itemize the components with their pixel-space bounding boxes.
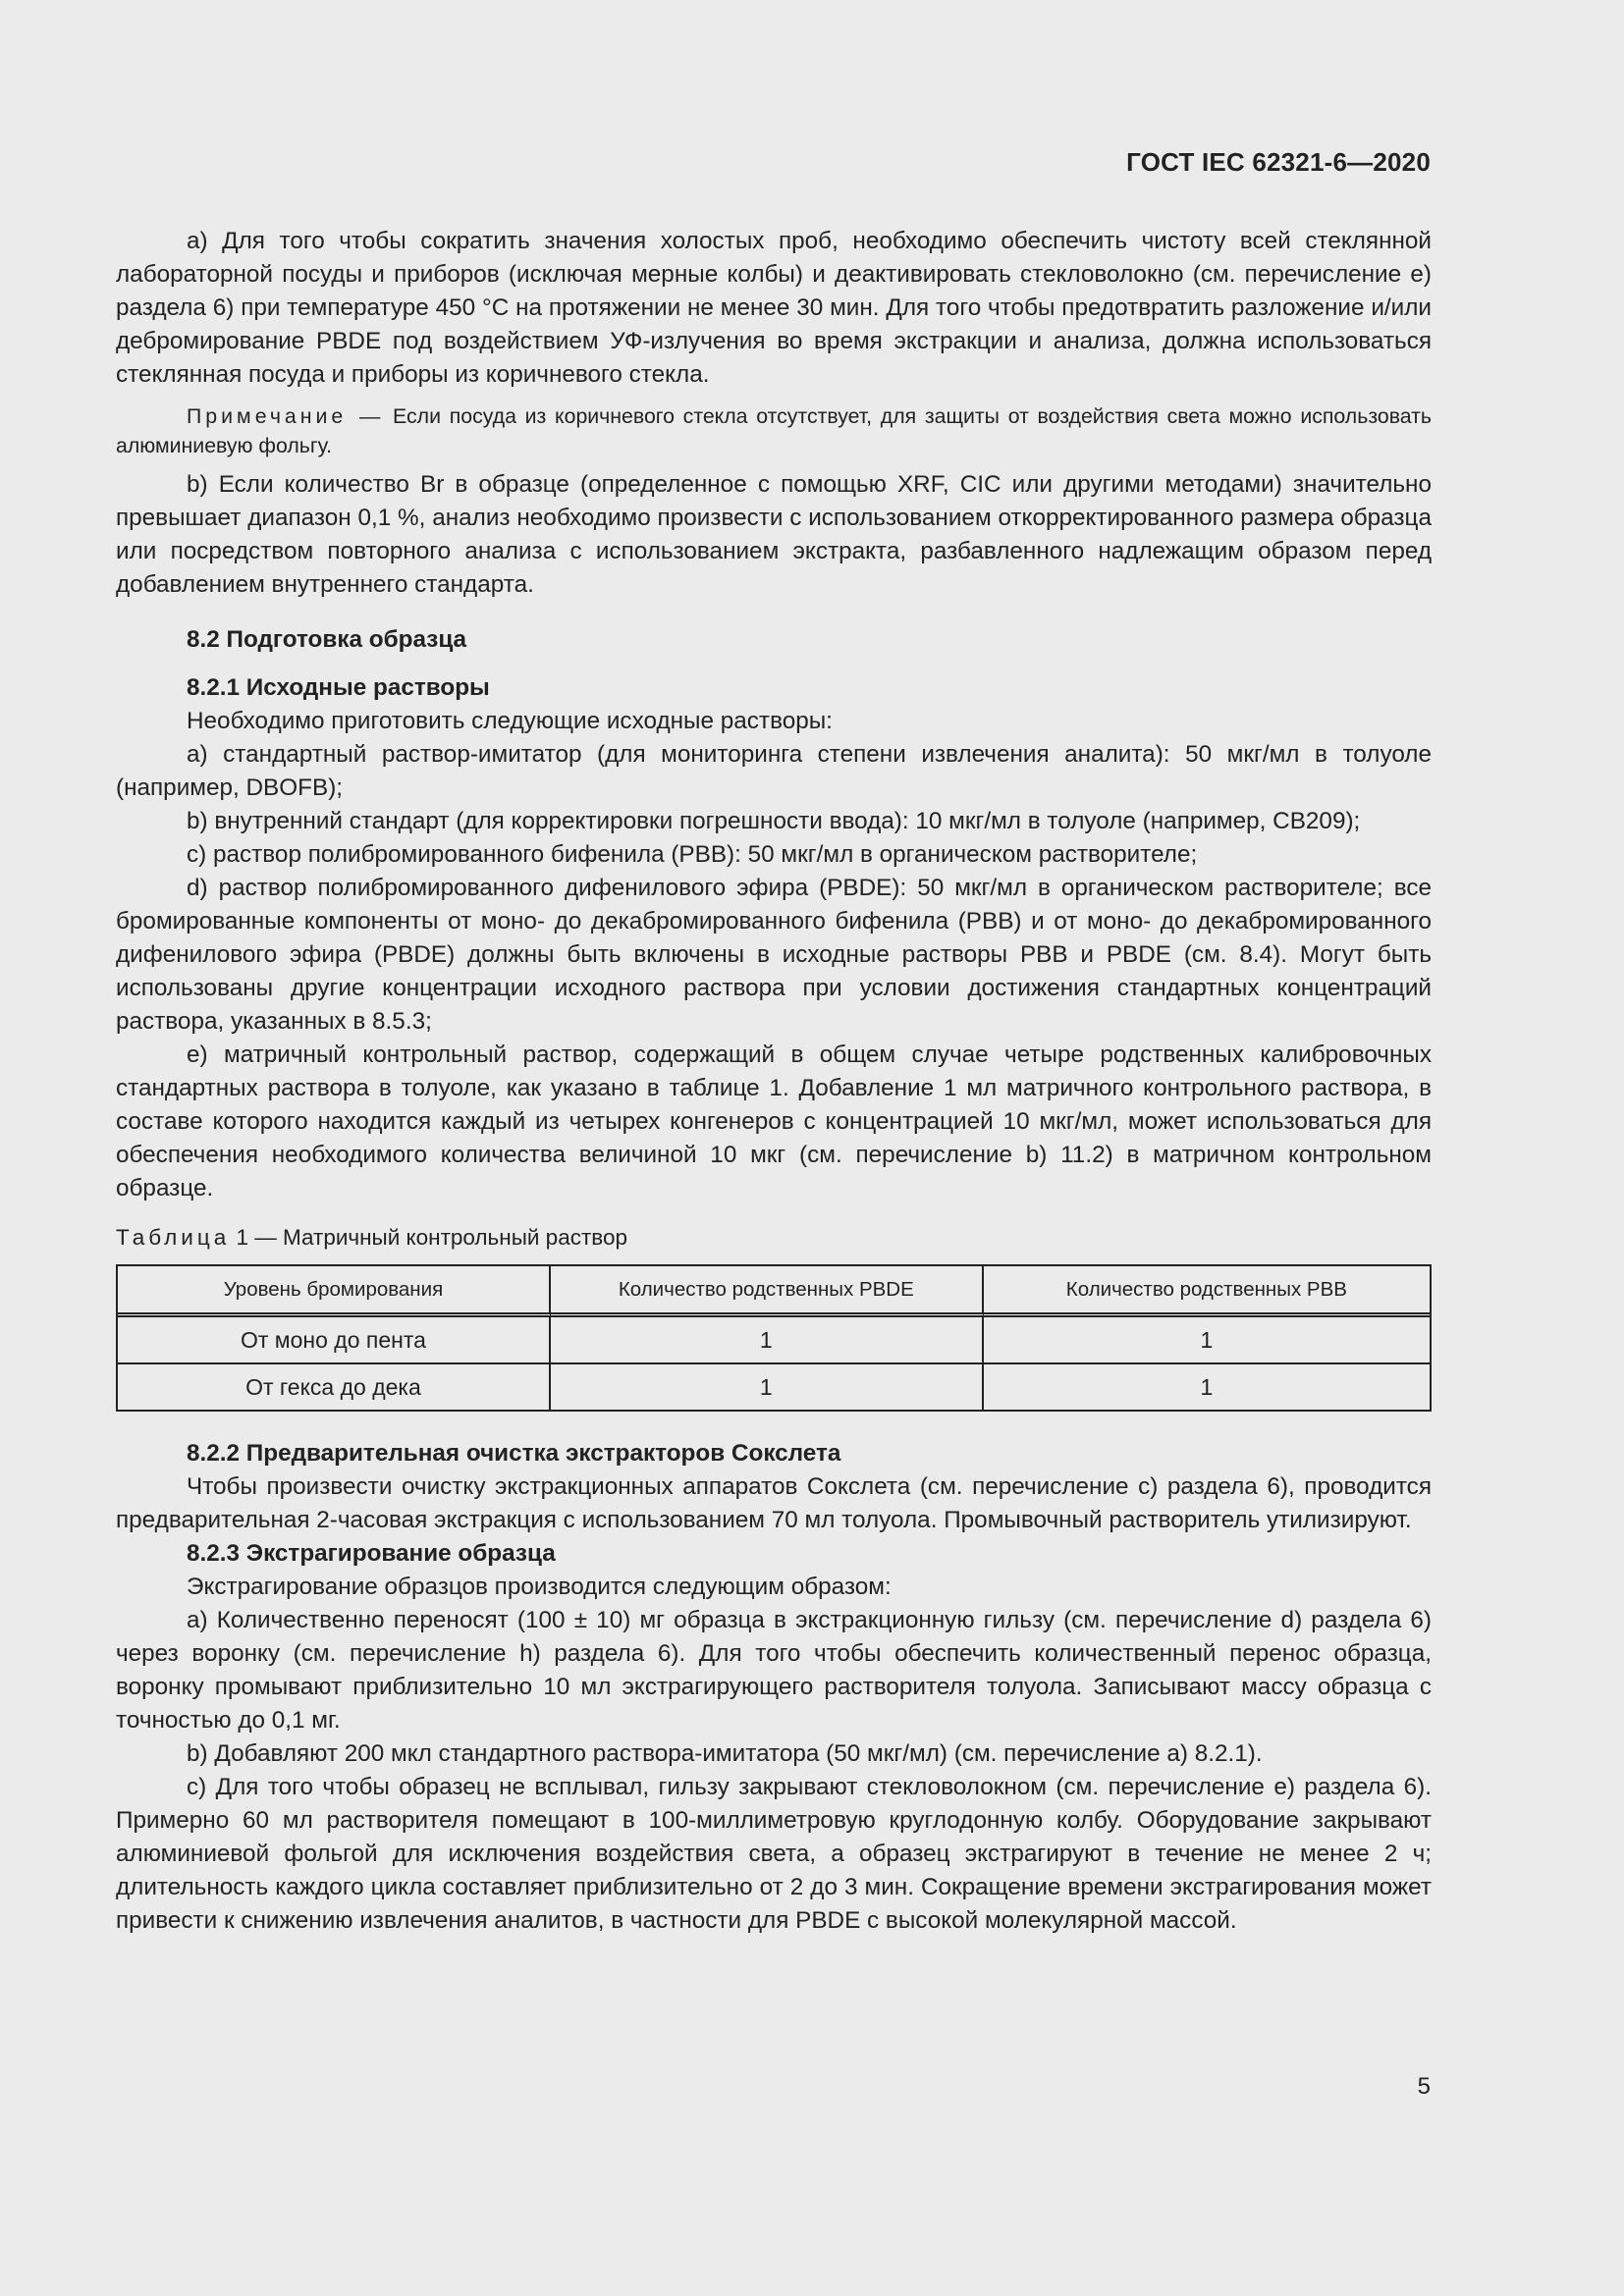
table-cell: 1 <box>551 1364 984 1410</box>
s823-item-c: c) Для того чтобы образец не всплывал, гильзу закрывают стекловолокном (см. перечисление e) раздела 6). Примерно 60 мл растворителя помещают в 100-миллиметровую круглодонную колбу. Оборудование закрывают алюминиевой фольгой для исключения воздействия света, а образец экстрагируют в течение не менее 2 ч; длительность каждого цикла составляет приблизительно от 2 до 3 мин. Сокращение времени экстрагирования может привести к снижению извлечения аналитов, в частности для PBDE с высокой молекулярной массой. <box>116 1774 1432 1934</box>
table-caption: 1 — Матричный контрольный раствор <box>230 1225 627 1250</box>
table-cell: 1 <box>1200 1374 1214 1400</box>
s821-item-d: d) раствор полибромированного дифенилового эфира (PBDE): 50 мкг/мл в органическом растворителе; все бромированные компоненты от моно- до декабромированного бифенила (PBB) и от моно- до декабромированного дифенилового эфира (PBDE) должны быть включены в исходные растворы PBB и PBDE (см. 8.4). Могут быть использованы другие концентрации исходного раствора при условии достижения стандартных концентраций раствора, указанных в 8.5.3; <box>116 875 1432 1035</box>
table-row <box>118 1364 1430 1410</box>
s821-item-c: c) раствор полибромированного бифенила (PBB): 50 мкг/мл в органическом растворителе; <box>187 841 1198 868</box>
s823-item-b: b) Добавляют 200 мкл стандартного раствора-имитатора (50 мкг/мл) (см. перечисление a) 8.2.1). <box>187 1740 1263 1767</box>
table-header-cell: Уровень бромирования <box>118 1266 551 1317</box>
s821-intro: Необходимо приготовить следующие исходные растворы: <box>187 708 833 734</box>
s822-text: Чтобы произвести очистку экстракционных аппаратов Сокслета (см. перечисление c) раздела 6), проводится предварительная 2-часовая экстракция с использованием 70 мл толуола. Промывочный растворитель утилизируют. <box>116 1473 1432 1533</box>
s821-item-b: b) внутренний стандарт (для корректировки погрешности ввода): 10 мкг/мл в толуоле (например, CB209); <box>187 808 1361 834</box>
paragraph-b: b) Если количество Br в образце (определенное с помощью XRF, CIC или другими методами) значительно превышает диапазон 0,1 %, анализ необходимо произвести с использованием откорректированного размера образца или посредством повторного анализа с использованием экстракта, разбавленного надлежащим образом перед добавлением внутреннего стандарта. <box>116 471 1432 598</box>
s823-item-a: a) Количественно переносят (100 ± 10) мг образца в экстракционную гильзу (см. перечисление d) раздела 6) через воронку (см. перечисление h) раздела 6). Для того чтобы обеспечить количественный перенос образца, воронку промывают приблизительно 10 мл экстрагирующего растворителя толуола. Записывают массу образца с точностью до 0,1 мг. <box>116 1607 1432 1734</box>
table-header-row <box>118 1266 1430 1317</box>
section-heading-8-2-3: 8.2.3 Экстрагирование образца <box>187 1540 556 1567</box>
table-header-cell: Количество родственных PBDE <box>551 1266 984 1317</box>
table-cell: От моно до пента <box>118 1317 551 1364</box>
note-text: Если посуда из коричневого стекла отсутствует, для защиты от воздействия света можно использовать алюминиевую фольгу. <box>116 404 1432 457</box>
section-heading-8-2-1: 8.2.1 Исходные растворы <box>187 674 490 701</box>
table-cell: 1 <box>984 1317 1430 1364</box>
matrix-control-table <box>116 1264 1432 1412</box>
table-label: Таблица <box>116 1225 231 1250</box>
table-cell: От гекса до дека <box>118 1364 551 1410</box>
s821-item-e: e) матричный контрольный раствор, содержащий в общем случае четыре родственных калибровочных стандартных раствора в толуоле, как указано в таблице 1. Добавление 1 мл матричного контрольного раствора, в составе которого находится каждый из четырех конгенеров с концентрацией 10 мкг/мл, может использоваться для обеспечения необходимого количества величиной 10 мкг (см. перечисление b) 11.2) в матричном контрольном образце. <box>116 1041 1432 1201</box>
paragraph-a: a) Для того чтобы сократить значения холостых проб, необходимо обеспечить чистоту всей стеклянной лабораторной посуды и приборов (исключая мерные колбы) и деактивировать стекловолокно (см. перечисление e) раздела 6) при температуре 450 °C на протяжении не менее 30 мин. Для того чтобы предотвратить разложение и/или дебромирование PBDE под воздействием УФ-излучения во время экстракции и анализа, должна использоваться стеклянная посуда и приборы из коричневого стекла. <box>116 228 1432 388</box>
document-body <box>116 225 1432 1938</box>
note-label: Примечание — <box>187 404 385 428</box>
section-heading-8-2-2: 8.2.2 Предварительная очистка экстракторов Сокслета <box>187 1440 841 1467</box>
s823-intro: Экстрагирование образцов производится следующим образом: <box>187 1574 892 1600</box>
table-row <box>118 1317 1430 1364</box>
section-heading-8-2: 8.2 Подготовка образца <box>187 626 467 653</box>
document-header: ГОСТ IEC 62321-6—2020 <box>1126 147 1431 177</box>
s821-item-a: a) стандартный раствор-имитатор (для мониторинга степени извлечения аналита): 50 мкг/мл в толуоле (например, DBOFB); <box>116 741 1432 801</box>
table-cell: 1 <box>551 1317 984 1364</box>
note <box>116 401 1432 460</box>
table-header-cell: Количество родственных PBB <box>984 1266 1430 1317</box>
table-title <box>116 1223 1432 1253</box>
page-number: 5 <box>1417 2073 1431 2100</box>
